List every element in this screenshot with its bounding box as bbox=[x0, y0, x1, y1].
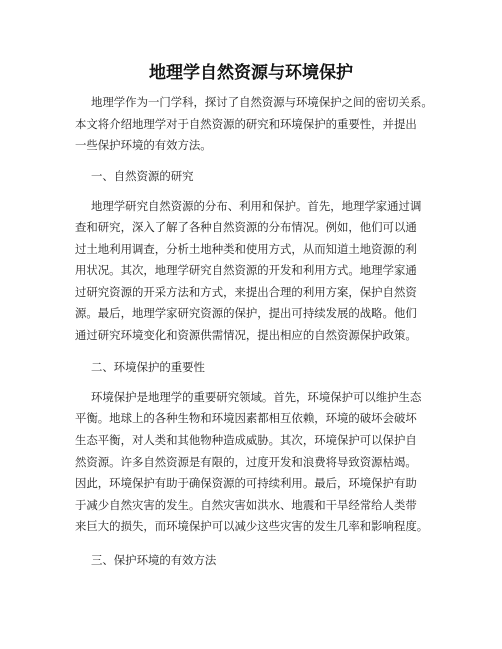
section-2-heading: 二、环境保护的重要性 bbox=[91, 360, 205, 374]
document-title: 地理学自然资源与环境保护 bbox=[149, 63, 353, 83]
section-2-line-6: 于减少自然灾害的发生。自然灾害如洪水、地震和干旱经常给人类带 bbox=[75, 498, 417, 512]
intro-line-2: 本文将介绍地理学对于自然资源的研究和环境保护的重要性，并提出 bbox=[75, 117, 417, 131]
section-2-line-3: 生态平衡，对人类和其他物种造成威胁。其次，环境保护可以保护自 bbox=[75, 433, 417, 447]
section-2-line-1: 环境保护是地理学的重要研究领域。首先，环境保护可以维护生态 bbox=[91, 390, 422, 404]
section-1-line-2: 查和研究，深入了解了各种自然资源的分布情况。例如，他们可以通 bbox=[75, 220, 417, 234]
intro-line-3: 一些保护环境的有效方法。 bbox=[75, 138, 212, 152]
section-1-heading: 一、自然资源的研究 bbox=[91, 169, 194, 183]
section-1-line-1: 地理学研究自然资源的分布、利用和保护。首先，地理学家通过调 bbox=[91, 199, 422, 213]
section-2-line-4: 然资源。许多自然资源是有限的，过度开发和浪费将导致资源枯竭。 bbox=[75, 455, 417, 469]
section-1-line-5: 过研究资源的开采方法和方式，来提出合理的利用方案，保护自然资 bbox=[75, 285, 417, 299]
section-1-line-6: 源。最后，地理学家研究资源的保护，提出可持续发展的战略。他们 bbox=[75, 306, 417, 320]
section-1-line-3: 过土地利用调查，分析土地种类和使用方式，从而知道土地资源的利 bbox=[75, 242, 417, 256]
section-1-line-4: 用状况。其次，地理学研究自然资源的开发和利用方式。地理学家通 bbox=[75, 263, 417, 277]
section-3-heading: 三、保护环境的有效方法 bbox=[91, 553, 217, 567]
section-2-line-5: 因此，环境保护有助于确保资源的可持续利用。最后，环境保护有助 bbox=[75, 476, 417, 490]
section-2-line-7: 来巨大的损失，而环境保护可以减少这些灾害的发生几率和影响程度。 bbox=[75, 519, 429, 533]
section-2-line-2: 平衡。地球上的各种生物和环境因素都相互依赖，环境的破坏会破坏 bbox=[75, 411, 417, 425]
section-1-line-7: 通过研究环境变化和资源供需情况，提出相应的自然资源保护政策。 bbox=[75, 328, 417, 342]
intro-line-1: 地理学作为一门学科，探讨了自然资源与环境保护之间的密切关系。 bbox=[91, 95, 433, 109]
